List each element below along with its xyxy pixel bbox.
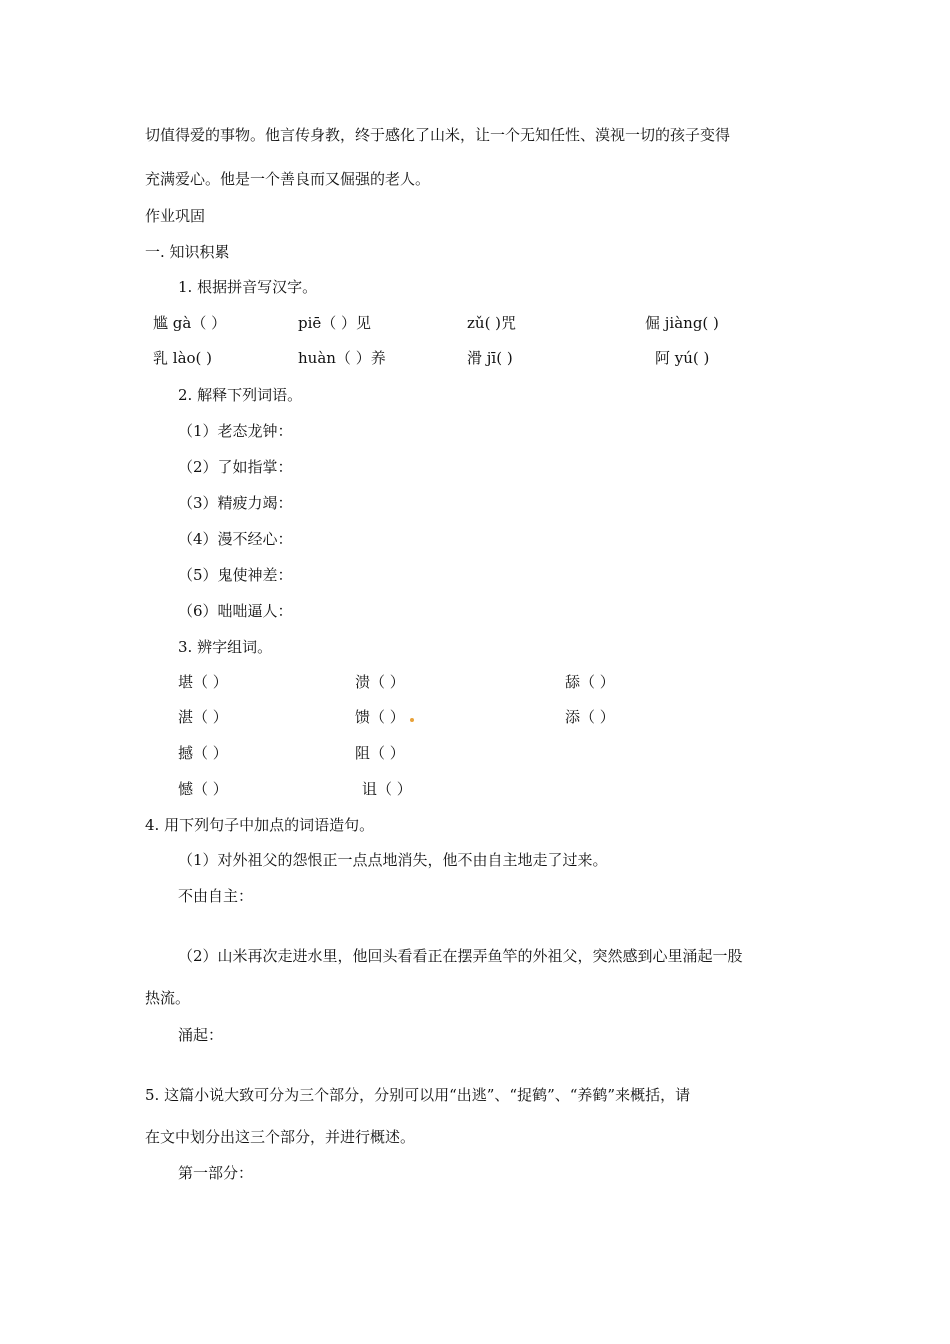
part-1-prompt: 第一部分： [178,1164,254,1182]
word-group-item: 撼（ ） [178,744,228,762]
definition-item: （4）漫不经心： [178,530,293,548]
stray-dot-mark [410,718,414,722]
word-group-item: 舔（ ） [565,673,615,691]
definition-item: （3）精疲力竭： [178,494,293,512]
word-group-item: 堪（ ） [178,673,228,691]
word-group-item: 湛（ ） [178,708,228,726]
word-group-item: 诅（ ） [362,780,412,798]
pinyin-item: 阿 yú( ) [655,349,710,367]
sentence-2-line-1: （2）山米再次走进水里，他回头看看正在摆弄鱼竿的外祖父，突然感到心里涌起一股 [178,947,743,965]
word-group-item: 阻（ ） [355,744,405,762]
word-prompt-1: 不由自主： [178,887,254,905]
question-4-title: 4. 用下列句子中加点的词语造句。 [145,816,375,834]
section-title-knowledge: 一. 知识积累 [145,243,230,261]
question-5-line-2: 在文中划分出这三个部分，并进行概述。 [145,1128,416,1146]
question-1-title: 1. 根据拼音写汉字。 [178,278,318,296]
pinyin-item: 乳 lào( ) [153,349,213,367]
question-2-title: 2. 解释下列词语。 [178,386,303,404]
question-5-line-1: 5. 这篇小说大致可分为三个部分，分别可以用“出逃”、“捉鹤”、“养鹤”来概括，请 [145,1086,691,1104]
intro-line-1: 切值得爱的事物。他言传身教，终于感化了山米，让一个无知任性、漠视一切的孩子变得 [145,126,731,144]
question-3-title: 3. 辨字组词。 [178,638,273,656]
word-group-item: 添（ ） [565,708,615,726]
definition-item: （2）了如指掌： [178,458,293,476]
definition-item: （5）鬼使神差： [178,566,293,584]
homework-title: 作业巩固 [145,207,206,225]
intro-line-2: 充满爱心。他是一个善良而又倔强的老人。 [145,170,431,188]
sentence-2-line-2: 热流。 [145,989,191,1007]
word-group-item: 馈（ ） [355,708,405,726]
sentence-1: （1）对外祖父的怨恨正一点点地消失，他不由自主地走了过来。 [178,851,608,869]
pinyin-item: 滑 jī( ) [467,349,513,367]
pinyin-item: 尴 gà（ ） [153,314,227,332]
pinyin-item: huàn（ ）养 [298,349,386,367]
pinyin-item: 倔 jiàng( ) [645,314,719,332]
word-group-item: 憾（ ） [178,780,228,798]
pinyin-item: zǔ( )咒 [467,314,517,332]
word-group-item: 溃（ ） [355,673,405,691]
pinyin-item: piē（ ）见 [298,314,372,332]
definition-item: （1）老态龙钟： [178,422,293,440]
definition-item: （6）咄咄逼人： [178,602,293,620]
word-prompt-2: 涌起： [178,1026,224,1044]
